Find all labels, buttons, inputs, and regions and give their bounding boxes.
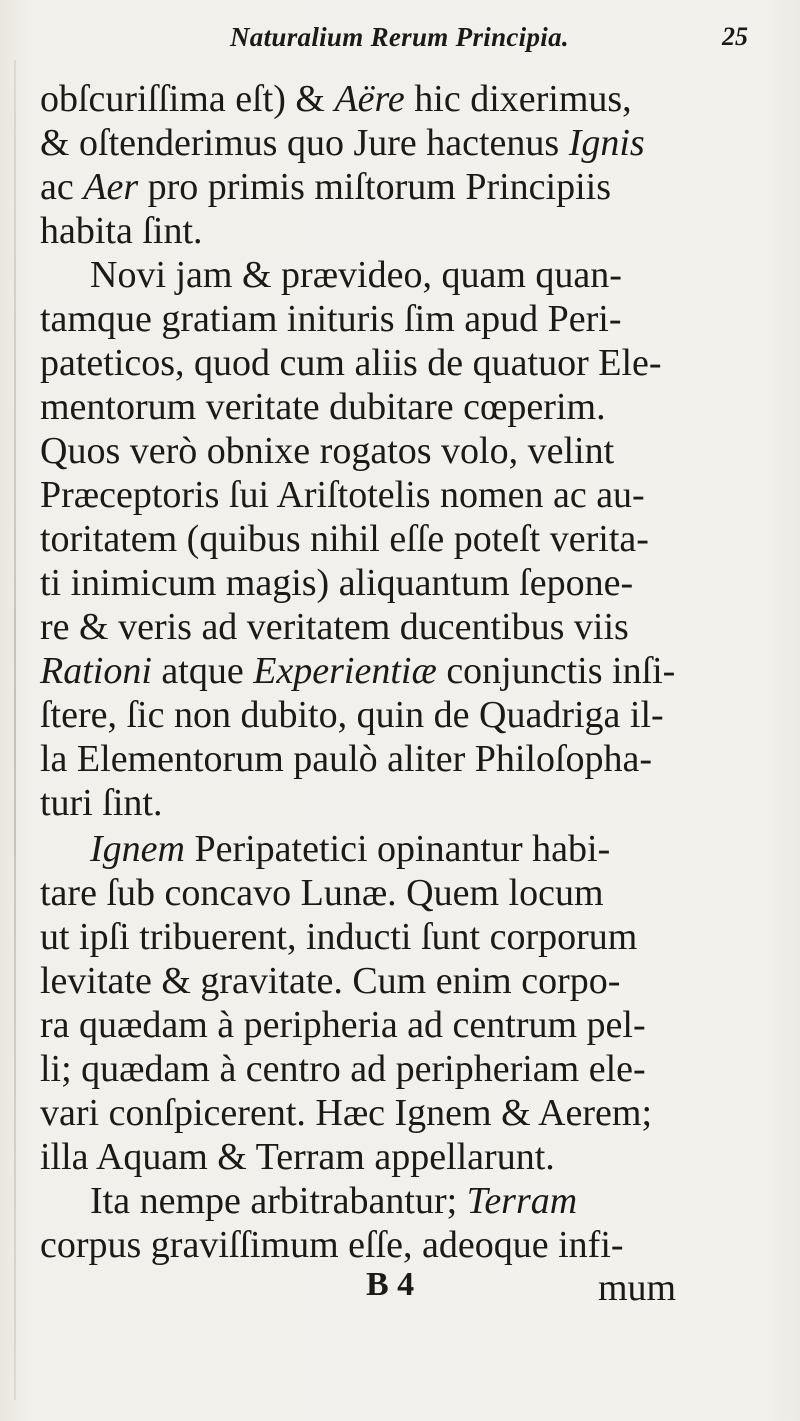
text-line <box>40 208 203 254</box>
italic-word: Experientiæ <box>253 650 437 692</box>
catchword: mum <box>598 1267 677 1309</box>
text-segment: habita ſint. <box>40 210 203 252</box>
text-segment: li; quædam à centro ad peripheriam ele- <box>40 1048 646 1090</box>
italic-word: Ignis <box>568 122 645 164</box>
text-line <box>40 76 632 122</box>
text-line <box>40 120 645 166</box>
text-line <box>90 252 622 298</box>
text-segment: la Elementorum paulò aliter Philoſopha- <box>40 738 653 780</box>
text-line <box>40 1090 652 1136</box>
italic-word: Terram <box>466 1180 578 1222</box>
text-segment: ut ipſi tribuerent, inducti ſunt corporum <box>40 916 638 958</box>
text-segment: Novi jam & prævideo, quam quan- <box>90 254 622 296</box>
text-segment: hic dixerimus, <box>404 78 632 120</box>
italic-word: Aëre <box>334 78 405 120</box>
italic-word: Aer <box>83 166 139 208</box>
text-line <box>40 384 606 430</box>
text-line <box>40 428 614 474</box>
text-segment: corpus graviſſimum eſſe, adeoque infi- <box>40 1224 624 1266</box>
text-segment: illa Aquam & Terram appellarunt. <box>40 1136 555 1178</box>
text-line <box>40 1134 555 1180</box>
italic-word: Ignem <box>90 828 185 870</box>
text-segment: pro primis miſtorum Principiis <box>138 166 611 208</box>
text-line <box>40 648 675 694</box>
signature-mark: B 4 <box>366 1266 415 1303</box>
text-segment: ac <box>40 166 84 208</box>
text-segment: turi ſint. <box>40 782 163 824</box>
text-segment: ra quædam à peripheria ad centrum pel- <box>40 1004 646 1046</box>
text-segment: atque <box>151 650 254 692</box>
text-segment: Præceptoris ſui Ariſtotelis nomen ac au- <box>40 474 645 516</box>
text-line <box>40 296 622 342</box>
text-segment: Ita nempe arbitrabantur; <box>90 1180 467 1222</box>
text-segment: Peripatetici opinantur habi- <box>184 828 611 870</box>
italic-word: Rationi <box>40 650 152 692</box>
text-segment: toritatem (quibus nihil eſſe poteſt verita- <box>40 518 649 560</box>
text-line <box>40 604 629 650</box>
running-title: Naturalium Rerum Principia. <box>230 22 569 52</box>
text-line <box>40 736 652 782</box>
text-line <box>40 340 662 386</box>
text-segment: tare ſub concavo Lunæ. Quem locum <box>40 872 604 914</box>
text-segment: obſcuriſſima eſt) & <box>40 78 335 120</box>
text-line <box>90 1178 577 1224</box>
text-segment: vari conſpicerent. Hæc Ignem & Aerem; <box>40 1092 653 1134</box>
page-number: 25 <box>722 22 748 51</box>
text-line <box>40 914 637 960</box>
text-line <box>40 1046 646 1092</box>
text-line <box>40 164 611 210</box>
text-line <box>40 870 604 916</box>
text-line <box>40 472 645 518</box>
text-line <box>90 826 610 872</box>
text-segment: pateticos, quod cum aliis de quatuor Ele- <box>40 342 662 384</box>
text-segment: mentorum veritate dubitare cœperim. <box>40 386 606 428</box>
text-segment: levitate & gravitate. Cum enim corpo- <box>40 960 621 1002</box>
text-line <box>40 780 162 826</box>
text-segment: ti inimicum magis) aliquantum ſepone- <box>40 562 634 604</box>
text-line <box>40 560 633 606</box>
text-line <box>40 1222 624 1268</box>
text-segment: & oſtenderimus quo Jure hactenus <box>40 122 569 164</box>
text-line <box>40 958 620 1004</box>
text-segment: Quos verò obnixe rogatos volo, velint <box>40 430 615 472</box>
text-segment: tamque gratiam inituris ſim apud Peri- <box>40 298 622 340</box>
text-line <box>40 692 664 738</box>
text-segment: conjunctis inſi- <box>436 650 676 692</box>
text-segment: ſtere, ſic non dubito, quin de Quadriga il- <box>40 694 664 736</box>
text-line <box>40 1002 646 1048</box>
text-line <box>40 516 649 562</box>
text-segment: re & veris ad veritatem ducentibus viis <box>40 606 629 648</box>
